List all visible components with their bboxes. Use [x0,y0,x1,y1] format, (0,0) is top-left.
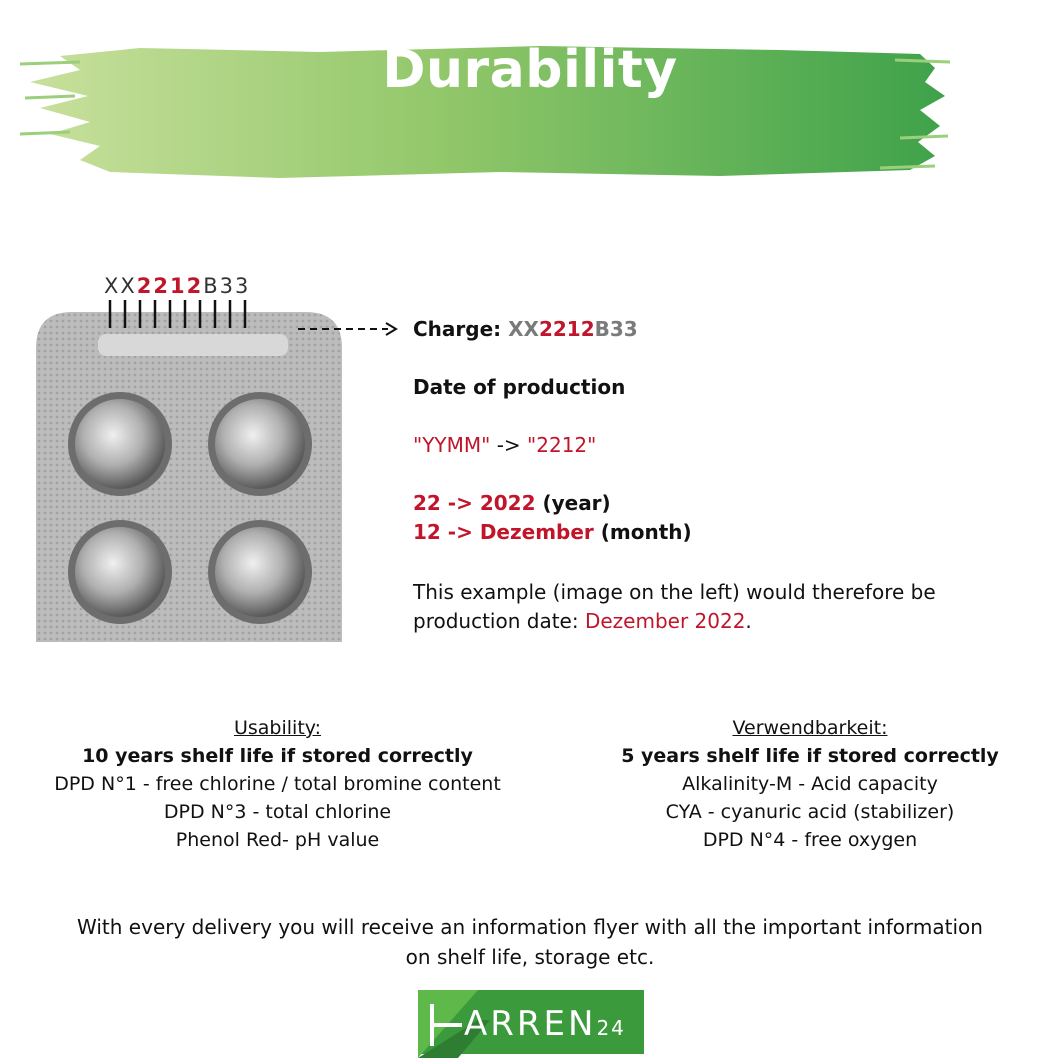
list-item: DPD N°4 - free oxygen [702,829,918,851]
format-line: "YYMM" -> "2212" [413,433,597,457]
logo-text: ARREN24 [464,1004,626,1044]
page-title: Durability [382,40,678,100]
year-line: 22 -> 2022 (year) [413,491,611,515]
verwendbarkeit-heading: Verwendbarkeit: [732,717,888,739]
usability-column [40,714,515,854]
charge-line: Charge: XX2212B33 [413,317,638,341]
month-line: 12 -> Dezember (month) [413,520,692,544]
date-heading: Date of production [413,375,626,399]
list-item: Alkalinity-M - Acid capacity [682,773,938,795]
verwendbarkeit-column [580,714,1040,854]
footer-note: With every delivery you will receive an information flyer with all the important information on shelf life, storage etc. [77,915,983,969]
usability-heading: Usability: [233,717,322,739]
dashed-arrow-icon [298,319,400,339]
usability-shelf-life: 10 years shelf life if stored correctly [82,745,473,767]
list-item: DPD N°3 - total chlorine [163,801,392,823]
blister-pack-image [36,300,344,642]
list-item: CYA - cyanuric acid (stabilizer) [665,801,955,823]
verwendbarkeit-shelf-life: 5 years shelf life if stored correctly [621,745,999,767]
list-item: Phenol Red- pH value [175,829,380,851]
list-item: DPD N°1 - free chlorine / total bromine content [54,773,501,795]
batch-code-label: XX2212B33 [104,274,251,298]
example-text: This example (image on the left) would therefore be production date: Dezember 2022. [413,580,936,633]
harren24-logo [416,988,646,1056]
